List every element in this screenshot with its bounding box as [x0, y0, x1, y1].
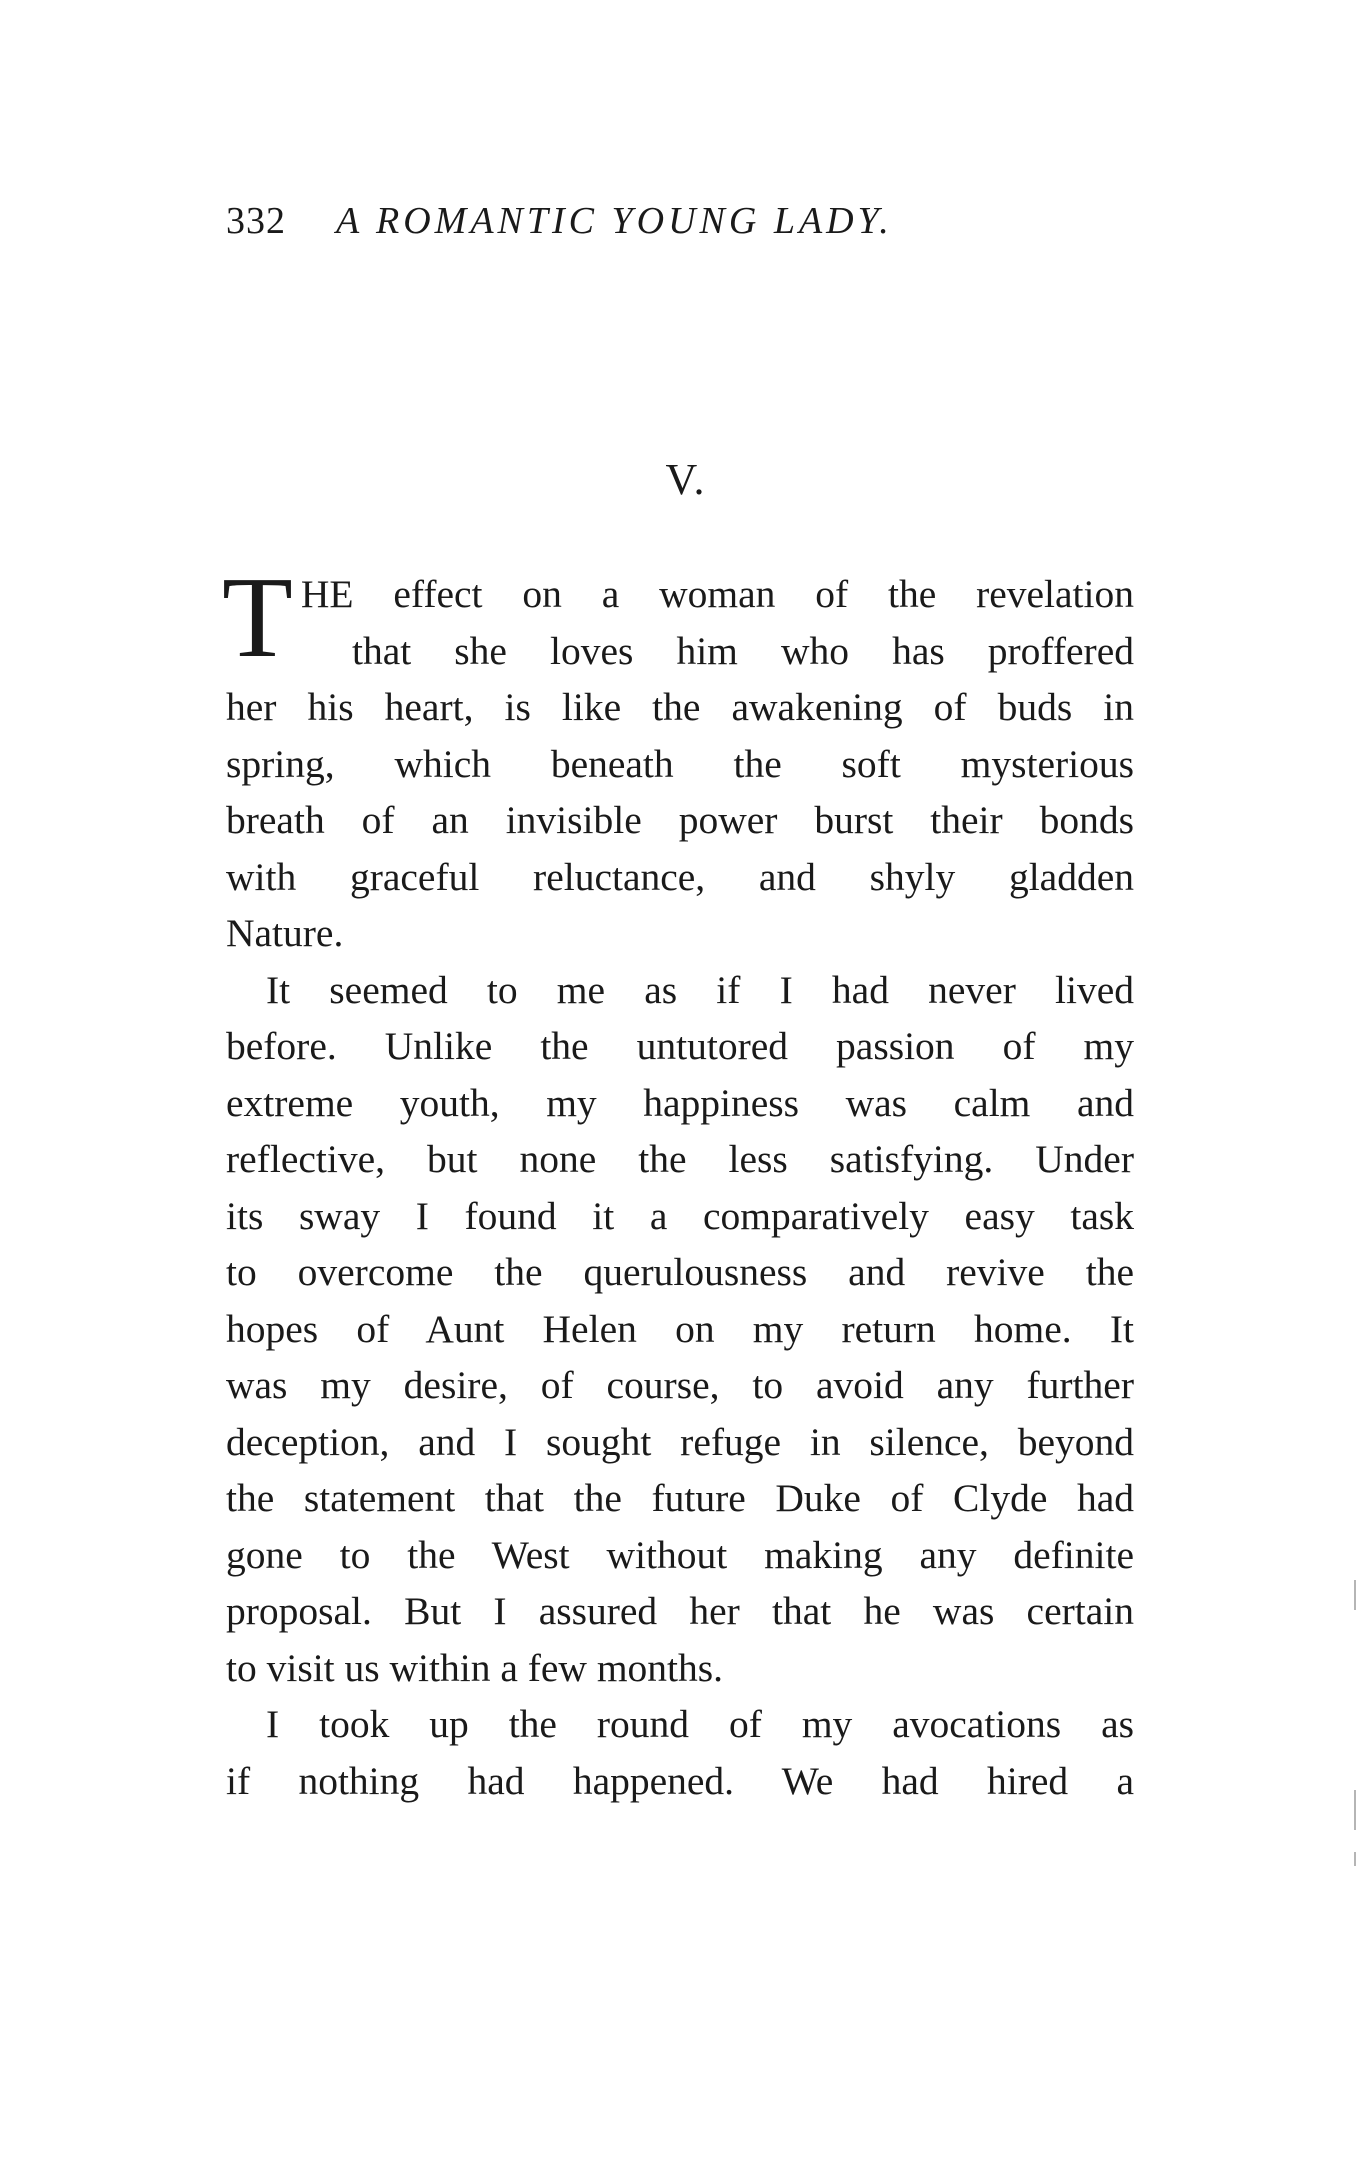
body-text [222, 554, 1134, 1809]
text-line: breath of an invisible power burst their bonds [226, 798, 1134, 842]
running-title: A ROMANTIC YOUNG LADY. [336, 200, 893, 242]
text-line: It seemed to me as if I had never lived [266, 967, 1134, 1012]
chapter-heading: V. [665, 455, 707, 504]
text-line: deception, and I sought refuge in silence, beyond [226, 1419, 1134, 1464]
paragraph-3 [226, 1696, 1134, 1809]
text-line: I took up the round of my avocations as [266, 1702, 1134, 1746]
scan-mark [1354, 1790, 1356, 1830]
text-line: its sway I found it a comparatively easy task [226, 1193, 1134, 1238]
text-line: Nature. [226, 911, 344, 955]
drop-cap: T [222, 554, 293, 682]
text-line: her his heart, is like the awakening of buds in [226, 685, 1134, 729]
page-number: 332 [226, 200, 286, 242]
text-line: that she loves him who has proffered [352, 628, 1134, 673]
text-line: with graceful reluctance, and shyly gladden [226, 854, 1134, 899]
text-line: hopes of Aunt Helen on my return home. It [226, 1306, 1134, 1351]
text-line: the statement that the future Duke of Clyde had [226, 1476, 1134, 1520]
text-line: to overcome the querulousness and revive the [226, 1250, 1134, 1294]
text-line: gone to the West without making any definite [226, 1532, 1134, 1577]
running-head [226, 196, 1106, 246]
text-line: was my desire, of course, to avoid any further [226, 1363, 1134, 1407]
text-line: reflective, but none the less satisfying. Under [226, 1137, 1134, 1181]
scan-mark [1354, 1580, 1356, 1610]
scan-mark [1354, 1852, 1356, 1866]
paragraph-1 [222, 554, 1134, 962]
text-line: proposal. But I assured her that he was certain [226, 1589, 1134, 1633]
text-line: before. Unlike the untutored passion of my [226, 1024, 1134, 1068]
text-line: if nothing had happened. We had hired a [226, 1758, 1134, 1803]
text-line: to visit us within a few months. [226, 1645, 724, 1690]
paragraph-2 [226, 962, 1134, 1697]
text-line: HE effect on a woman of the revelation [300, 572, 1134, 616]
text-line: extreme youth, my happiness was calm and [226, 1080, 1134, 1125]
text-line: spring, which beneath the soft mysterious [226, 741, 1134, 786]
